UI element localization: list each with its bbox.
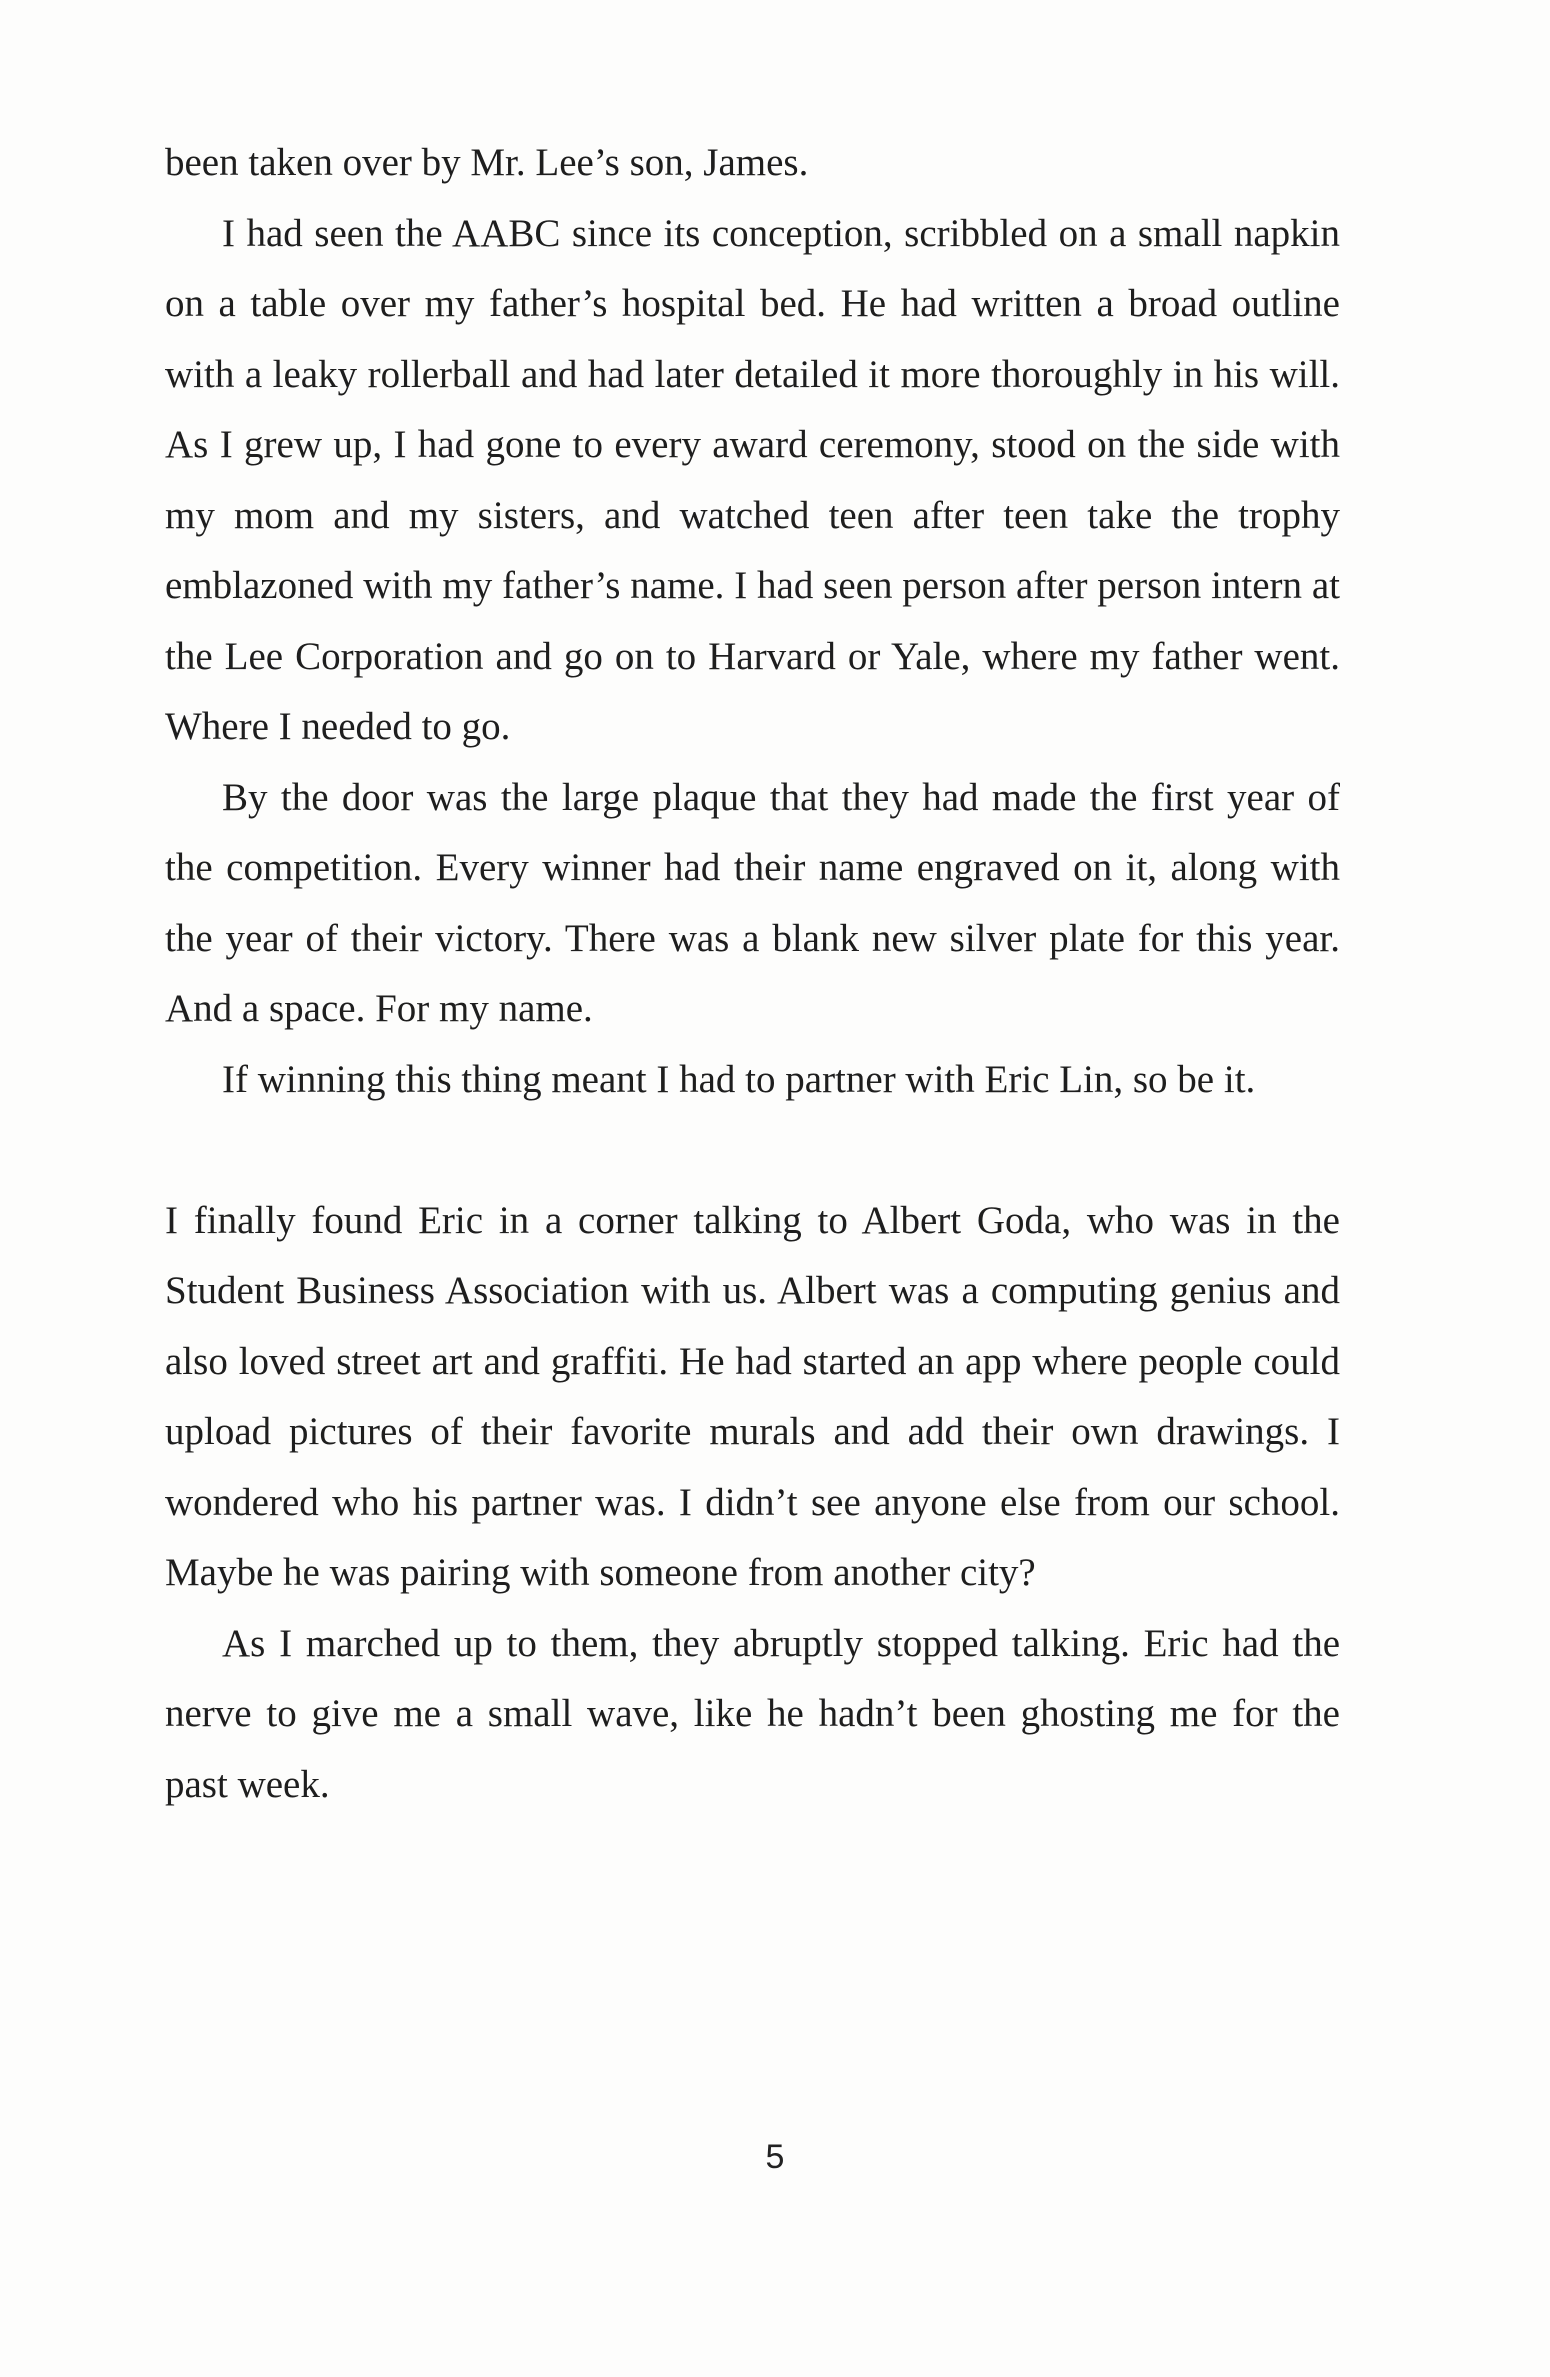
paragraph-finding-eric: I finally found Eric in a corner talking to Albert Goda, who was in the Student Business Association with us. Albert was a computing genius and also loved street art and graffiti. He had started an app where people could upload pictures of their favorite murals and add their own drawings. I wondered who his partner was. I didn’t see anyone else from our school. Maybe he was pairing with someone from another city? (165, 1198, 1340, 1594)
paragraph-aabc-history: I had seen the AABC since its conception, scribbled on a small napkin on a table over my father’s hospital bed. He had written a broad outline with a leaky rollerball and had later detailed it more thoroughly in his will. As I grew up, I had gone to every award ceremony, stood on the side with my mom and my sisters, and watched teen after teen take the trophy emblazoned with my father’s name. I had seen person after person intern at the Lee Corporation and go on to Harvard or Yale, where my father went. Where I needed to go. (165, 211, 1340, 748)
paragraph-partner-decision: If winning this thing meant I had to partner with Eric Lin, so be it. (222, 1057, 1256, 1101)
body-text (165, 128, 1340, 1820)
page-number: 5 (765, 2138, 785, 2176)
paragraph-plaque: By the door was the large plaque that they had made the first year of the competition. Every winner had their name engraved on it, along with the year of their victory. There was a blank new silver plate for this year. And a space. For my name. (165, 775, 1340, 1030)
paragraph-continuation: been taken over by Mr. Lee’s son, James. (165, 141, 809, 184)
section-break (165, 1115, 1340, 1186)
paragraph-marched-up: As I marched up to them, they abruptly stopped talking. Eric had the nerve to give me a small wave, like he hadn’t been ghosting me for the past week. (165, 1621, 1340, 1806)
